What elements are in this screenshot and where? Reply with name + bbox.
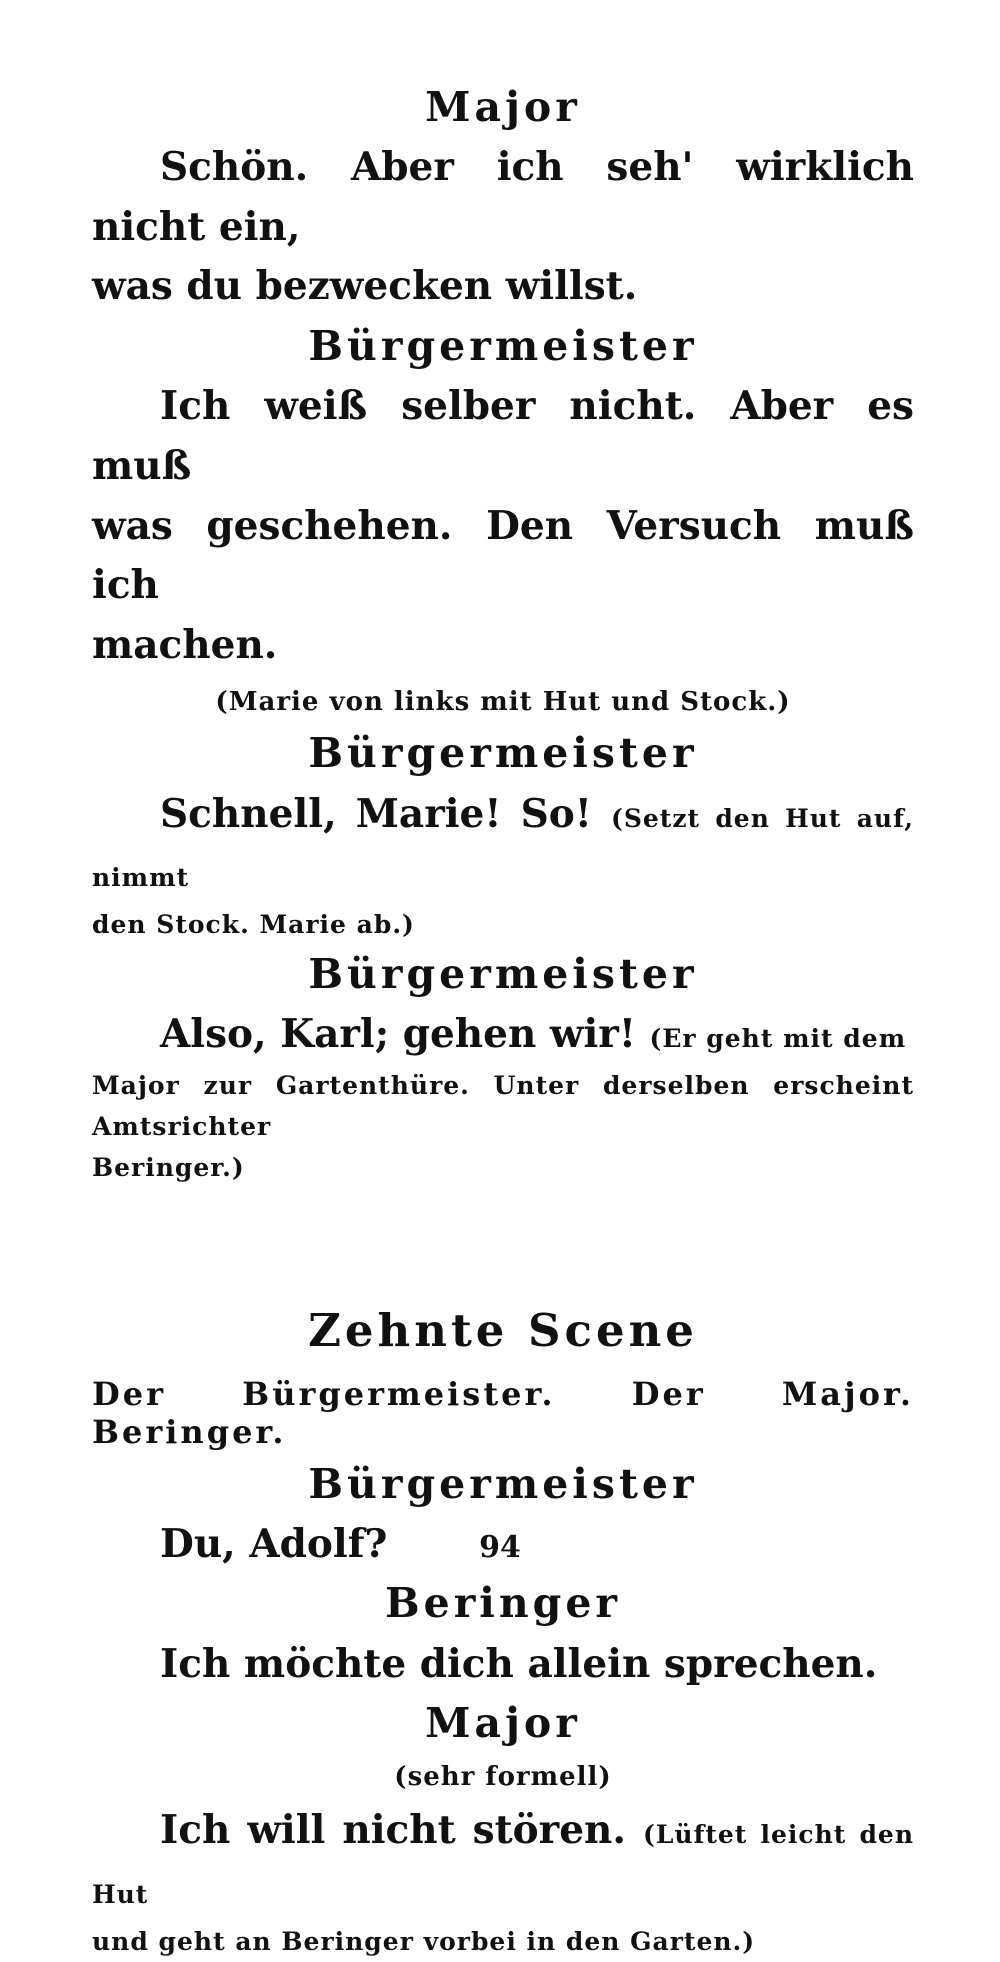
dialogue-line: was geschehen. Den Versuch muß ich [92,502,914,609]
stage-direction: (Marie von links mit Hut und Stock.) [215,687,791,718]
dialogue-line: Ich weiß selber nicht. Aber es muß [92,383,914,489]
scene-title: Zehnte Scene [308,1303,698,1357]
stage-direction: Major zur Gartenthüre. Unter derselben erscheint Amtsrichter [92,1070,914,1141]
stage-direction: den Stock. Marie ab.) [92,909,415,939]
stage-direction: (Er geht mit dem [649,1024,907,1053]
speaker-name: Bürgermeister [308,1459,698,1508]
speaker-name: Major [425,1699,581,1748]
dialogue-text: Ich will nicht stören. [160,1807,626,1854]
dialogue-line: Du, Adolf? [160,1520,388,1567]
dialogue-line: Ich möchte dich allein sprechen. [160,1640,878,1687]
stage-direction: (sehr formell) [394,1762,612,1793]
speaker-name: Bürgermeister [308,949,698,998]
stage-direction: Beringer.) [92,1152,245,1182]
stage-direction: (Lüftet leicht den Hut [92,1820,915,1909]
dialogue-line: machen. [92,621,278,668]
speaker-name: Bürgermeister [308,322,698,371]
speaker-name: Bürgermeister [308,729,698,778]
page-number: 94 [479,1530,521,1565]
dialogue-line [92,785,914,904]
dialogue-line: was du bezwecken willst. [92,263,638,310]
dialogue-line [92,1005,914,1065]
dialogue-line [92,1801,914,1920]
dialogue-text: Schnell, Marie! So! [160,790,592,837]
stage-direction: (Setzt den Hut auf, nimmt [92,803,914,893]
cast-list: Der Bürgermeister. Der Major. Beringer. [92,1374,914,1451]
speaker-name: Major [425,83,581,131]
dialogue-line: Schön. Aber ich seh' wirklich nicht ein, [92,144,914,250]
dialogue-text: Also, Karl; gehen wir! [160,1011,636,1057]
stage-direction: und geht an Beringer vorbei in den Garten.) [92,1926,756,1956]
speaker-name: Beringer [384,1579,622,1628]
